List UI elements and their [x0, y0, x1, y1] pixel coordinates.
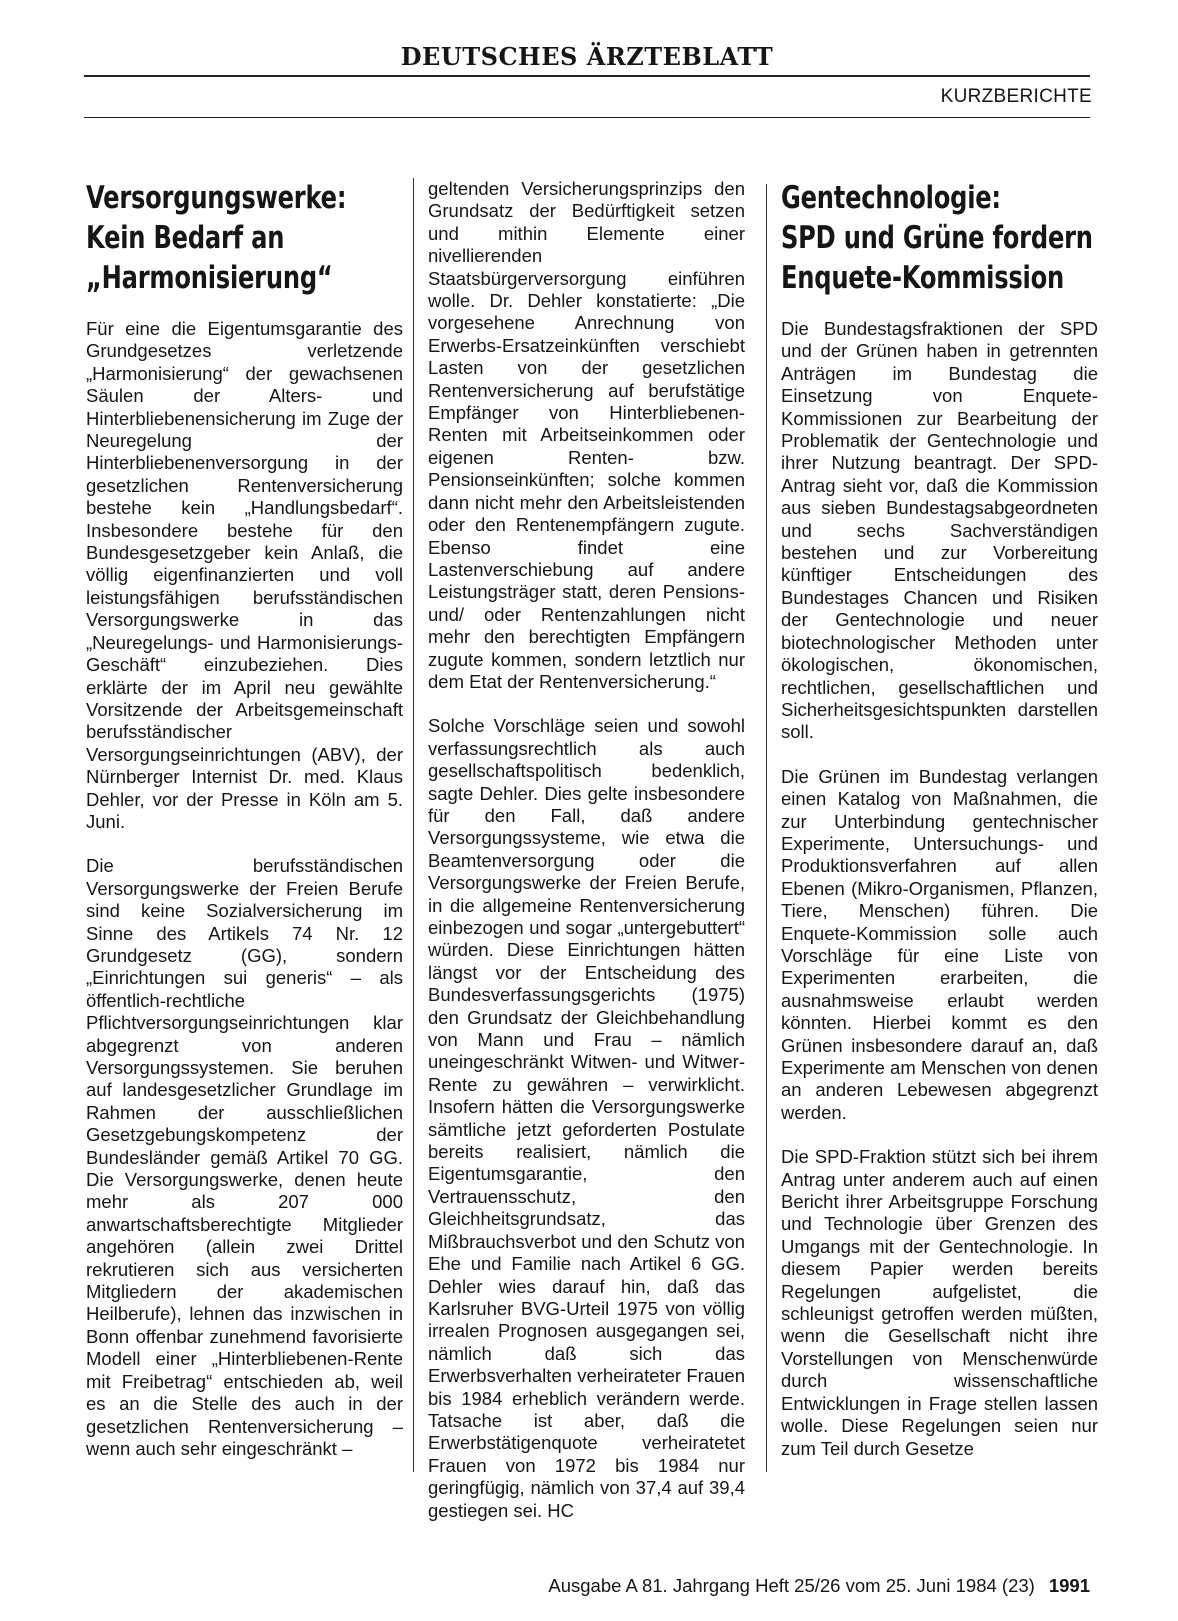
- article1-paragraph-1: Für eine die Eigentumsgarantie des Grundgesetzes verletzende „Harmonisierung“ der gewachsenen Säulen der Alters- und Hinterbliebenensicherung im Zuge der Neuregelung der Hinterbliebenenversorgung in der gesetzlichen Rentenversicherung bestehe kein „Handlungsbedarf“. Insbesondere bestehe für den Bundesgesetzgeber kein Anlaß, die völlig eigenfinanzierten und voll leistungsfähigen berufsständischen Versorgungswerke in das „Neuregelungs- und Harmonisierungs-Geschäft“ einzubeziehen. Dies erklärte der im April neu gewählte Vorsitzende der Arbeitsgemeinschaft berufsständischer Versorgungseinrichtungen (ABV), der Nürnberger Internist Dr. med. Klaus Dehler, vor der Presse in Köln am 5. Juni.: [86, 318, 403, 832]
- page-footer: [84, 1575, 1090, 1597]
- section-label: KURZBERICHTE: [940, 86, 1092, 107]
- article2-headline: [781, 178, 1097, 298]
- article2-headline-line: SPD und Grüne fordern: [781, 220, 1093, 256]
- article2-paragraph-2: Die Grünen im Bundestag verlangen einen Katalog von Maßnahmen, die zur Unterbindung gentechnischer Experimente, Untersuchungs- und Produktionsverfahren auf allen Ebenen (Mikro-Organismen, Pflanzen, Tiere, Menschen) führen. Die Enquete-Kommission solle auch Vorschläge für eine Liste von Experimenten erarbeiten, die ausnahmsweise erlaubt werden könnten. Hierbei kommt es den Grünen insbesondere darauf an, daß Experimente am Menschen von denen an anderen Lebewesen abgegrenzt werden.: [781, 765, 1098, 1123]
- column-2: [428, 178, 745, 1544]
- article1-headline-line: „Harmonisierung“: [86, 260, 333, 296]
- article1-paragraph-3: Solche Vorschläge seien und sowohl verfassungsrechtlich als auch gesellschaftspolitisch bedenklich, sagte Dehler. Dies gelte insbesondere für den Fall, daß andere Versorgungssysteme, wie etwa die Beamtenversorgung oder die Versorgungswerke der Freien Berufe, in die allgemeine Rentenversicherung einbezogen und sogar „untergebuttert“ würden. Diese Einrichtungen hätten längst vor der Entscheidung des Bundesverfassungsgerichts (1975) den Grundsatz der Gleichbehandlung von Mann und Frau – nämlich uneingeschränkt Witwen- und Witwer-Rente zu gewähren – verwirklicht. Insofern hätten die Versorgungswerke sämtliche jetzt geforderten Postulate bereits realisiert, nämlich die Eigentumsgarantie, den Vertrauensschutz, den Gleichheitsgrundsatz, das Mißbrauchsverbot und den Schutz von Ehe und Familie nach Artikel 6 GG. Dehler wies darauf hin, daß das Karlsruher BVG-Urteil 1975 von völlig irrealen Prognosen ausgegangen sei, nämlich daß sich das Erwerbsverhalten verheirateter Frauen bis 1984 erheblich verändern werde. Tatsache ist aber, daß die Erwerbstätigenquote verheiratetet Frauen von 1972 bis 1984 nur geringfügig, nämlich von 37,4 auf 39,4 gestiegen sei. HC: [428, 715, 745, 1521]
- column-1: [86, 178, 403, 1482]
- masthead-rule: [84, 75, 1090, 77]
- article1-paragraph-2: Die berufsständischen Versorgungswerke der Freien Berufe sind keine Sozialversicherung im Sinne des Artikels 74 Nr. 12 Grundgesetz (GG), sondern „Einrichtungen sui generis“ – als öffentlich-rechtliche Pflichtversorgungseinrichtungen klar abgegrenzt von anderen Versorgungssystemen. Sie beruhen auf landesgesetzlicher Grundlage im Rahmen der ausschließlichen Gesetzgebungskompetenz der Bundesländer gemäß Artikel 70 GG. Die Versorgungswerke, denen heute mehr als 207 000 anwartschaftsberechtigte Mitglieder angehören (allein zwei Drittel rekrutieren sich aus versicherten Mitgliedern der akademischen Heilberufe), lehnen das inzwischen in Bonn offenbar zunehmend favorisierte Modell einer „Hinterbliebenen-Rente mit Freibetrag“ entschieden ab, weil es an die Stelle des auch in der gesetzlichen Rentenversicherung – wenn auch sehr eingeschränkt –: [86, 855, 403, 1459]
- column-divider-1: [413, 178, 414, 1472]
- article2-headline-line: Enquete-Kommission: [781, 260, 1064, 296]
- column-divider-2: [766, 184, 767, 1472]
- article1-paragraph-2-continued: geltenden Versicherungsprinzips den Grundsatz der Bedürftigkeit setzen und mithin Elemente einer nivellierenden Staatsbürgerversorgung einführen wolle. Dr. Dehler konstatierte: „Die vorgesehene Anrechnung von Erwerbs-Ersatzeinkünften verschiebt Lasten von der gesetzlichen Rentenversicherung auf berufstätige Empfänger von Hinterbliebenen-Renten mit Arbeitseinkommen oder eigenen Renten- bzw. Pensionseinkünften; solche kommen dann nicht mehr den Arbeitsleistenden oder den Rentenempfängern zugute. Ebenso findet eine Lastenverschiebung auf andere Leistungsträger statt, deren Pensions- und/ oder Rentenzahlungen nicht mehr den berechtigten Empfängern zugute kommen, sondern letztlich nur dem Etat der Rentenversicherung.“: [428, 178, 745, 692]
- article1-headline-line: Versorgungswerke:: [86, 180, 347, 216]
- article1-headline: [86, 178, 402, 298]
- page-number: 1991: [1048, 1575, 1090, 1596]
- issue-info: Ausgabe A 81. Jahrgang Heft 25/26 vom 25. Juni 1984 (23): [548, 1575, 1035, 1596]
- article2-paragraph-1: Die Bundestagsfraktionen der SPD und der Grünen haben in getrennten Anträgen im Bundestag die Einsetzung von Enquete-Kommissionen zur Bearbeitung der Problematik der Gentechnologie und ihrer Nutzung beantragt. Der SPD-Antrag sieht vor, daß die Kommission aus sieben Bundestagsabgeordneten und sechs Sachverständigen bestehen und zur Vorbereitung künftiger Entscheidungen des Bundestages Chancen und Risiken der Gentechnologie und neuer biotechnologischer Methoden unter ökologischen, ökonomischen, rechtlichen, gesellschaftlichen und Sicherheitsgesichtspunkten darstellen soll.: [781, 318, 1098, 743]
- section-rule: [84, 117, 1090, 118]
- masthead: DEUTSCHES ÄRZTEBLATT: [400, 42, 774, 71]
- article2-headline-line: Gentechnologie:: [781, 180, 1001, 216]
- column-3: [781, 178, 1098, 1482]
- article1-headline-line: Kein Bedarf an: [86, 220, 285, 256]
- article2-paragraph-3: Die SPD-Fraktion stützt sich bei ihrem Antrag unter anderem auch auf einen Bericht ihrer Arbeitsgruppe Forschung und Technologie über Grenzen des Umgangs mit der Gentechnologie. In diesem Papier werden bereits Regelungen aufgelistet, die schleunigst getroffen werden müßten, wenn die Gesellschaft nicht ihre Vorstellungen von Menschenwürde durch wissenschaftliche Entwicklungen in Frage stellen lassen wolle. Diese Regelungen seien nur zum Teil durch Gesetze: [781, 1146, 1098, 1459]
